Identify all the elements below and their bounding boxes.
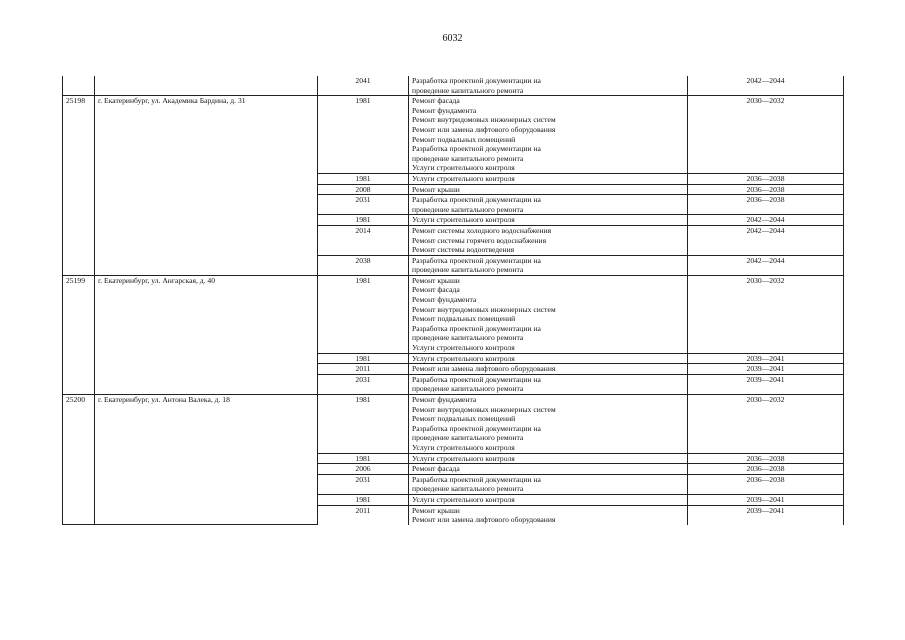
table-row — [63, 96, 844, 174]
period-cell: 2039—2041 — [688, 374, 844, 394]
building-number: 25198 — [63, 96, 95, 276]
work-item: Услуги строительного контроля — [412, 453, 515, 463]
year-cell: 2008 — [318, 184, 409, 195]
year-cell: 1981 — [318, 395, 409, 454]
works-cell — [409, 96, 688, 174]
work-item: Ремонт или замена лифтового оборудования — [412, 124, 556, 134]
works-cell — [409, 225, 688, 255]
work-item: проведение капитального ремонта — [412, 85, 524, 95]
year-cell: 1981 — [318, 275, 409, 353]
work-item: проведение капитального ремонта — [412, 433, 524, 443]
building-number: 25200 — [63, 395, 95, 525]
work-item: Разработка проектной документации на — [412, 255, 541, 265]
year-cell: 2031 — [318, 195, 409, 215]
works-cell — [409, 374, 688, 394]
table-row — [63, 76, 844, 96]
works-cell — [409, 353, 688, 364]
building-number — [63, 76, 95, 96]
works-cell — [409, 364, 688, 375]
building-address: г. Екатеринбург, ул. Ангарская, д. 40 — [95, 275, 318, 394]
work-item: Ремонт фасада — [412, 464, 460, 474]
work-item: проведение капитального ремонта — [412, 384, 524, 394]
building-address: г. Екатеринбург, ул. Антона Валека, д. 18 — [95, 395, 318, 525]
table-row — [63, 395, 844, 454]
work-item: Услуги строительного контроля — [412, 343, 515, 353]
period-cell: 2036—2038 — [688, 474, 844, 494]
work-item: Ремонт или замена лифтового оборудования — [412, 364, 556, 374]
year-cell: 2011 — [318, 505, 409, 525]
year-cell: 1981 — [318, 96, 409, 174]
table-row — [63, 275, 844, 353]
work-item: Услуги строительного контроля — [412, 494, 515, 504]
year-cell: 2006 — [318, 464, 409, 475]
works-cell — [409, 195, 688, 215]
work-item: Ремонт подвальных помещений — [412, 314, 516, 324]
year-cell: 2011 — [318, 364, 409, 375]
work-item: проведение капитального ремонта — [412, 153, 524, 163]
work-item: Ремонт подвальных помещений — [412, 134, 516, 144]
work-item: Ремонт внутридомовых инженерных систем — [412, 304, 556, 314]
works-cell — [409, 184, 688, 195]
work-item: Ремонт фасада — [412, 285, 460, 295]
work-item: проведение капитального ремонта — [412, 204, 524, 214]
period-cell: 2036—2038 — [688, 464, 844, 475]
work-item: Ремонт фундамента — [412, 105, 477, 115]
year-cell: 2041 — [318, 76, 409, 96]
page-number: 6032 — [442, 33, 463, 44]
work-item: Ремонт фасада — [412, 96, 460, 106]
year-cell: 1981 — [318, 173, 409, 184]
year-cell: 1981 — [318, 215, 409, 226]
period-cell: 2039—2041 — [688, 353, 844, 364]
building-address: г. Екатеринбург, ул. Академика Бардина, д. 31 — [95, 96, 318, 276]
works-cell — [409, 464, 688, 475]
work-item: Услуги строительного контроля — [412, 163, 515, 173]
work-item: Ремонт системы холодного водоснабжения — [412, 225, 552, 235]
period-cell: 2042—2044 — [688, 76, 844, 96]
works-cell — [409, 505, 688, 525]
period-cell: 2030—2032 — [688, 395, 844, 454]
work-item: Разработка проектной документации на — [412, 195, 541, 205]
work-item: Услуги строительного контроля — [412, 173, 515, 183]
period-cell: 2042—2044 — [688, 225, 844, 255]
period-cell: 2039—2041 — [688, 505, 844, 525]
year-cell: 2038 — [318, 255, 409, 275]
work-item: Разработка проектной документации на — [412, 323, 541, 333]
period-cell: 2036—2038 — [688, 184, 844, 195]
period-cell: 2042—2044 — [688, 215, 844, 226]
work-item: Услуги строительного контроля — [412, 353, 515, 363]
period-cell: 2042—2044 — [688, 255, 844, 275]
works-cell — [409, 215, 688, 226]
year-cell: 1981 — [318, 453, 409, 464]
work-item: Услуги строительного контроля — [412, 442, 515, 452]
work-item: Разработка проектной документации на — [412, 374, 541, 384]
year-cell: 2031 — [318, 374, 409, 394]
works-cell — [409, 395, 688, 454]
works-cell — [409, 474, 688, 494]
capital-repair-table — [62, 76, 844, 525]
work-item: Ремонт фундамента — [412, 395, 477, 404]
period-cell: 2036—2038 — [688, 453, 844, 464]
work-item: Ремонт внутридомовых инженерных систем — [412, 115, 556, 125]
work-item: Ремонт подвальных помещений — [412, 414, 516, 424]
period-cell: 2030—2032 — [688, 96, 844, 174]
works-cell — [409, 173, 688, 184]
work-item: Ремонт крыши — [412, 505, 460, 515]
work-item: проведение капитального ремонта — [412, 265, 524, 275]
works-cell — [409, 275, 688, 353]
works-cell — [409, 453, 688, 464]
work-item: Разработка проектной документации на — [412, 76, 541, 85]
work-item: Разработка проектной документации на — [412, 144, 541, 154]
period-cell: 2030—2032 — [688, 275, 844, 353]
works-cell — [409, 494, 688, 505]
work-item: Ремонт системы водоотведения — [412, 245, 515, 255]
work-item: Ремонт внутридомовых инженерных систем — [412, 404, 556, 414]
year-cell: 2014 — [318, 225, 409, 255]
work-item: проведение капитального ремонта — [412, 333, 524, 343]
period-cell: 2036—2038 — [688, 195, 844, 215]
work-item: Разработка проектной документации на — [412, 423, 541, 433]
work-item: Ремонт фундамента — [412, 295, 477, 305]
work-item: проведение капитального ремонта — [412, 484, 524, 494]
work-item: Ремонт крыши — [412, 184, 460, 194]
work-item: Ремонт системы горячего водоснабжения — [412, 235, 547, 245]
building-address — [95, 76, 318, 96]
work-item: Ремонт или замена лифтового оборудования — [412, 515, 556, 525]
building-number: 25199 — [63, 275, 95, 394]
work-item: Ремонт крыши — [412, 275, 460, 285]
works-cell — [409, 76, 688, 96]
period-cell: 2039—2041 — [688, 494, 844, 505]
year-cell: 1981 — [318, 353, 409, 364]
year-cell: 2031 — [318, 474, 409, 494]
work-item: Разработка проектной документации на — [412, 474, 541, 484]
works-cell — [409, 255, 688, 275]
work-item: Услуги строительного контроля — [412, 215, 515, 225]
table-body — [63, 76, 844, 525]
period-cell: 2036—2038 — [688, 173, 844, 184]
year-cell: 1981 — [318, 494, 409, 505]
period-cell: 2039—2041 — [688, 364, 844, 375]
